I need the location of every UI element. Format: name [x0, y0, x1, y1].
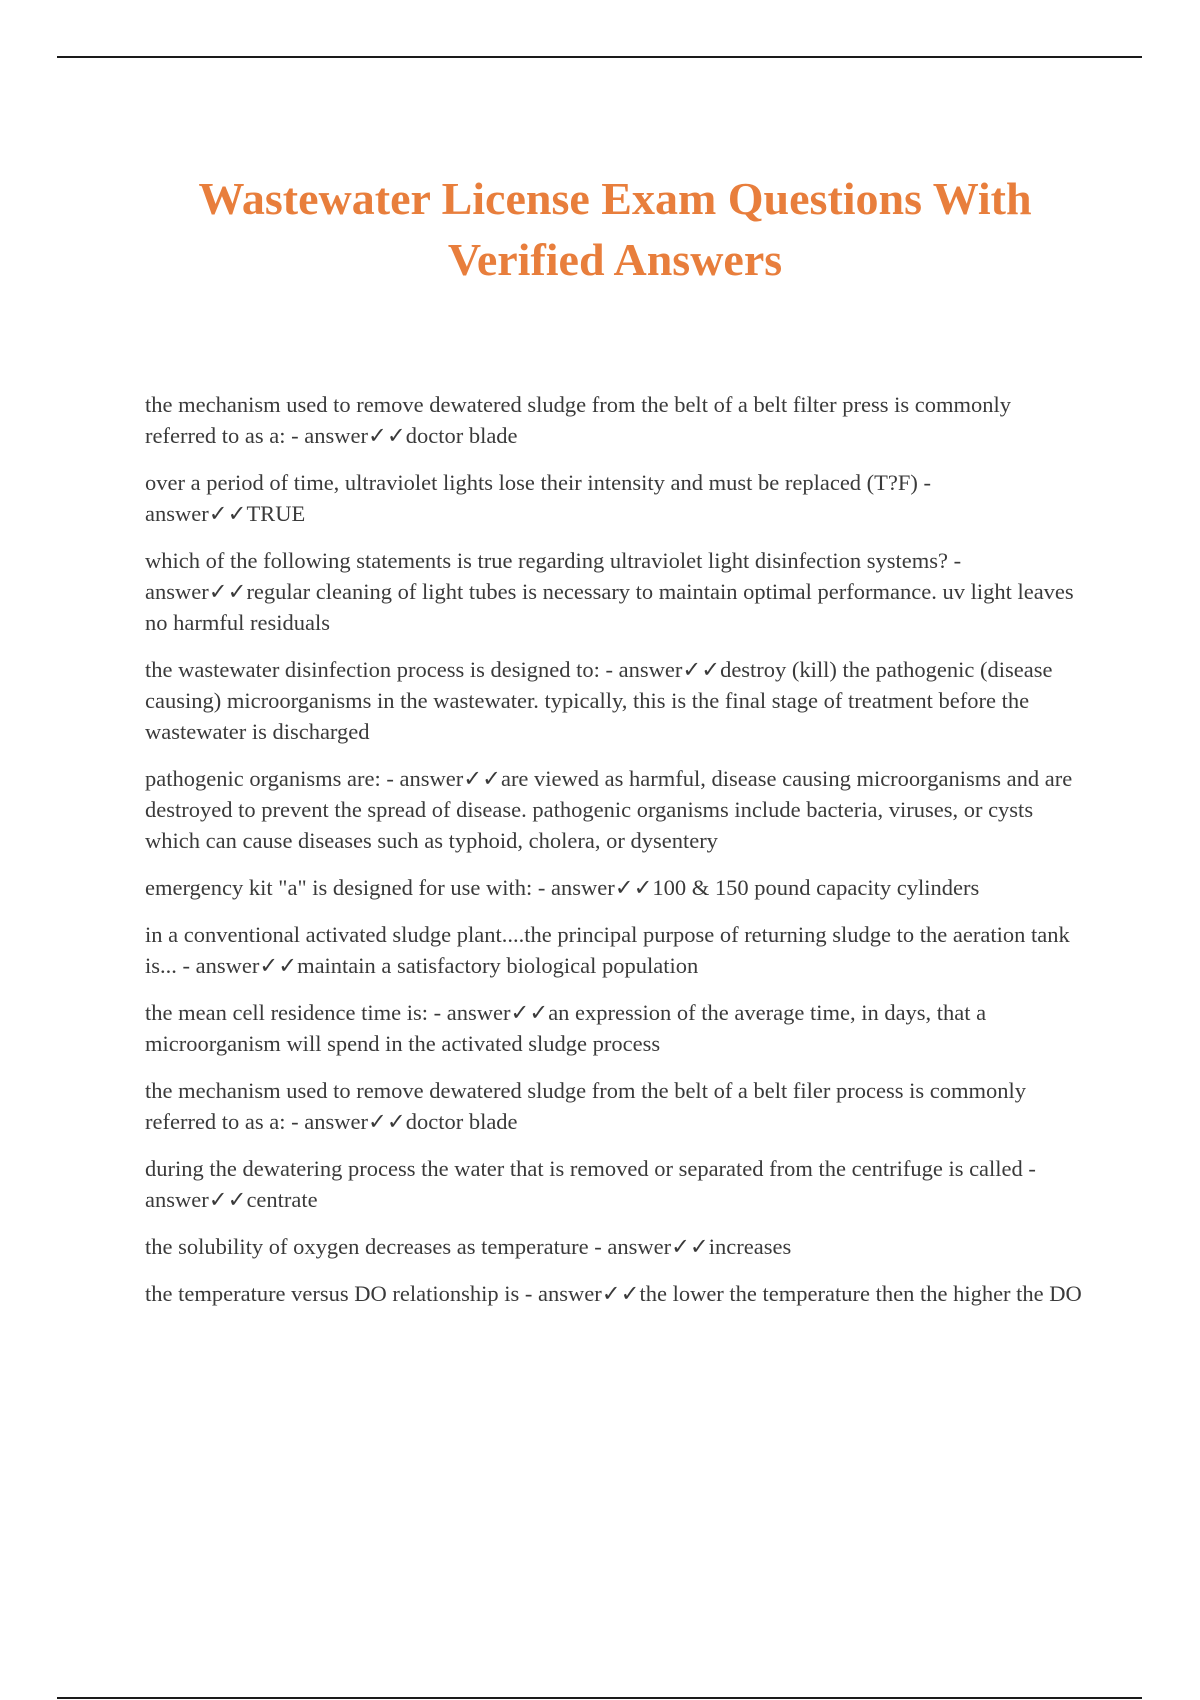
answer-text: the lower the temperature then the higher the DO — [639, 1281, 1082, 1306]
question-text: during the dewatering process the water that is removed or separated from the centrifuge is called — [145, 1156, 1023, 1181]
answer-text: doctor blade — [405, 1109, 518, 1134]
answer-marker: - answer✓✓ — [532, 875, 653, 900]
answer-marker: - answer✓✓ — [519, 1281, 640, 1306]
bottom-rule — [57, 1697, 1142, 1699]
question-text: the solubility of oxygen decreases as temperature — [145, 1234, 589, 1259]
qa-item — [145, 872, 1085, 903]
answer-text: destroy (kill) the pathogenic (disease causing) microorganisms in the wastewater. typically, this is the final stage of treatment before the wastewater is discharged — [145, 657, 1053, 744]
question-text: emergency kit "a" is designed for use with: — [145, 875, 533, 900]
qa-item — [145, 545, 1085, 638]
qa-item — [145, 467, 1085, 529]
question-text: the mechanism used to remove dewatered sludge from the belt of a belt filer process is commonly referred to as a: — [145, 1078, 1026, 1134]
answer-text: maintain a satisfactory biological population — [297, 953, 699, 978]
qa-item — [145, 1075, 1085, 1137]
qa-item — [145, 1153, 1085, 1215]
qa-item — [145, 763, 1085, 856]
top-rule — [57, 56, 1142, 58]
question-text: the mechanism used to remove dewatered sludge from the belt of a belt filter press is commonly referred to as a: — [145, 392, 1011, 448]
answer-marker: - answer✓✓ — [176, 953, 298, 978]
answer-text: increases — [708, 1234, 792, 1259]
answer-text: doctor blade — [405, 423, 518, 448]
answer-text: centrate — [246, 1187, 318, 1212]
answer-text: 100 & 150 pound capacity cylinders — [652, 875, 980, 900]
answer-marker: - answer✓✓ — [145, 470, 932, 526]
question-text: which of the following statements is true regarding ultraviolet light disinfection systems? — [145, 548, 948, 573]
answer-marker: - answer✓✓ — [285, 1109, 406, 1134]
document-title: Wastewater License Exam Questions With Verified Answers — [198, 173, 1032, 285]
answer-marker: - answer✓✓ — [380, 766, 501, 791]
question-text: the mean cell residence time is: — [145, 1000, 429, 1025]
answer-text: TRUE — [246, 501, 306, 526]
answer-marker: - answer✓✓ — [588, 1234, 709, 1259]
answer-marker: - answer✓✓ — [428, 1000, 549, 1025]
answer-marker: - answer✓✓ — [145, 1156, 1036, 1212]
question-text: over a period of time, ultraviolet lights lose their intensity and must be replaced (T?F) — [145, 470, 918, 495]
qa-item — [145, 654, 1085, 747]
answer-marker: - answer✓✓ — [599, 657, 721, 682]
qa-item — [145, 1231, 1085, 1262]
answer-marker: - answer✓✓ — [285, 423, 406, 448]
question-text: the wastewater disinfection process is designed to: — [145, 657, 600, 682]
qa-list — [145, 389, 1085, 1325]
qa-item — [145, 1278, 1085, 1309]
qa-item — [145, 389, 1085, 451]
answer-marker: - answer✓✓ — [145, 548, 962, 604]
answer-text: are viewed as harmful, disease causing microorganisms and are destroyed to prevent the spread of disease. pathogenic organisms include bacteria, viruses, or cysts which can cause diseases such as typhoid, cholera, or dysentery — [145, 766, 1073, 853]
question-text: in a conventional activated sludge plant....the principal purpose of returning sludge to the aeration tank is... — [145, 922, 1070, 978]
question-text: the temperature versus DO relationship is — [145, 1281, 520, 1306]
answer-text: an expression of the average time, in days, that a microorganism will spend in the activated sludge process — [145, 1000, 987, 1056]
qa-item — [145, 997, 1085, 1059]
question-text: pathogenic organisms are: — [145, 766, 381, 791]
answer-text: regular cleaning of light tubes is necessary to maintain optimal performance. uv light leaves no harmful residuals — [145, 579, 1074, 635]
qa-item — [145, 919, 1085, 981]
